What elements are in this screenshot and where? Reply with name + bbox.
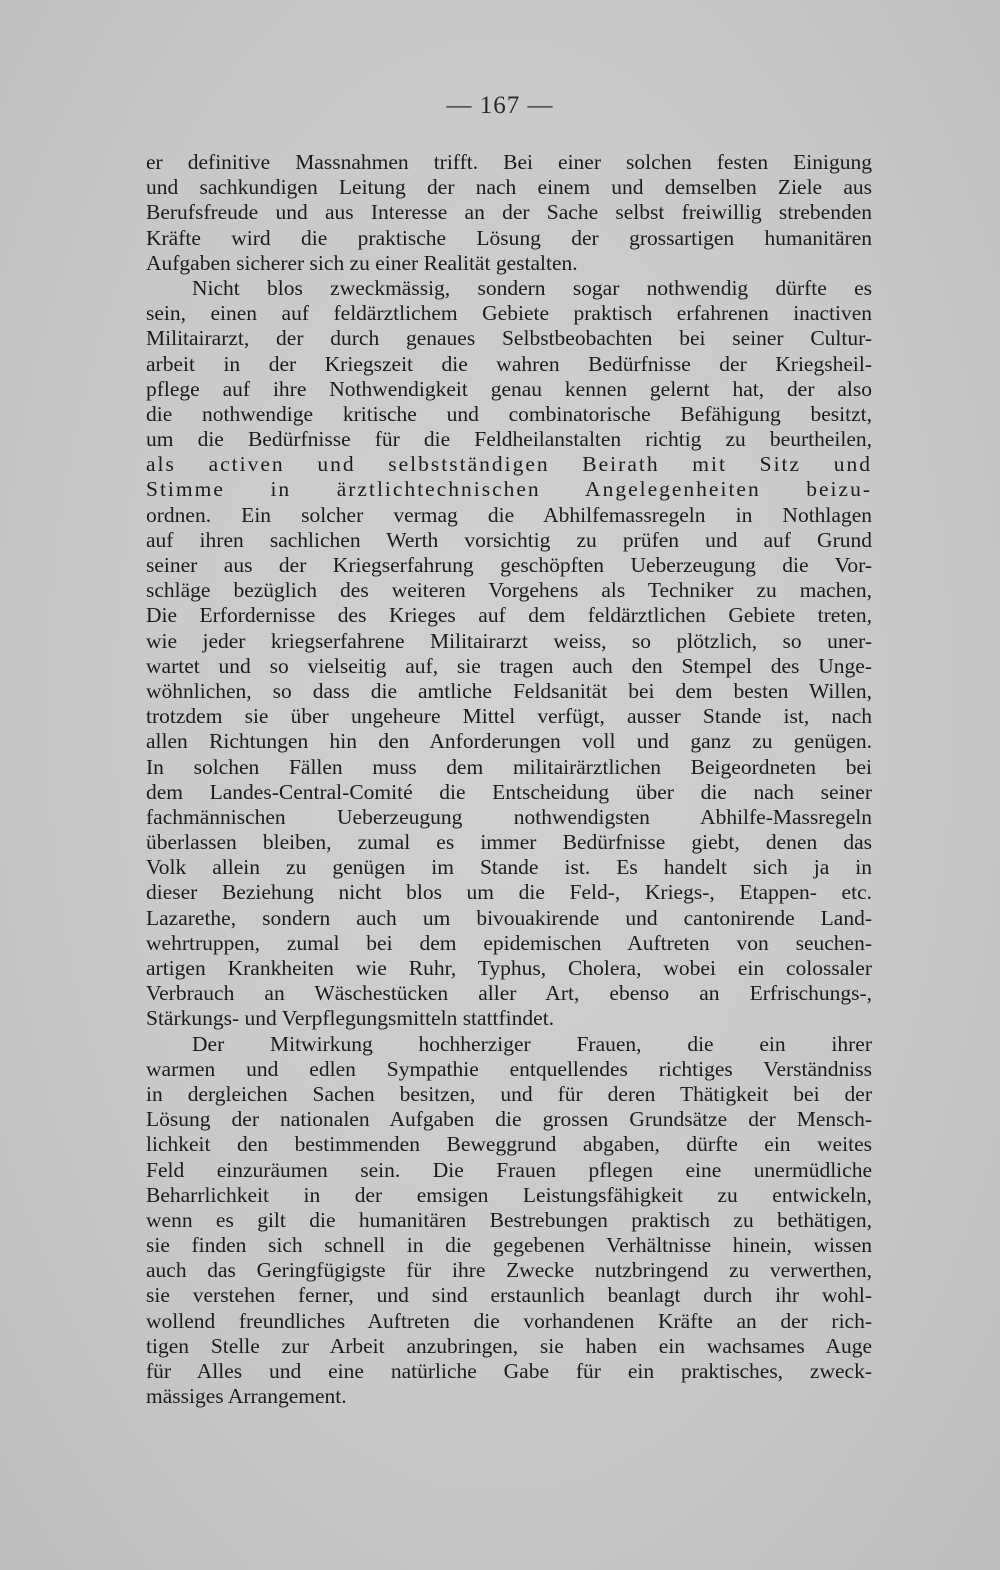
text-line: Die Erfordernisse des Krieges auf dem feldärztlichen Gebiete treten, <box>146 603 872 628</box>
text-line: sie finden sich schnell in die gegebenen Verhältnisse hinein, wissen <box>146 1233 872 1258</box>
text-line: sie verstehen ferner, und sind erstaunlich beanlagt durch ihr wohl- <box>146 1283 872 1308</box>
text-line: Der Mitwirkung hochherziger Frauen, die ein ihrer <box>192 1031 872 1056</box>
text-line: warmen und edlen Sympathie entquellendes richtiges Verständniss <box>146 1056 872 1081</box>
text-line: schläge bezüglich des weiteren Vorgehens als Techniker zu machen, <box>146 578 872 603</box>
text-line: tigen Stelle zur Arbeit anzubringen, sie haben ein wachsames Auge <box>146 1333 872 1358</box>
text-line: die nothwendige kritische und combinatorische Befähigung besitzt, <box>146 401 872 426</box>
text-line: Verbrauch an Wäschestücken aller Art, ebenso an Erfrischungs-, <box>146 981 872 1006</box>
text-line: Militairarzt, der durch genaues Selbstbeobachten bei seiner Cultur- <box>146 326 872 351</box>
text-line: wenn es gilt die humanitären Bestrebungen praktisch zu bethätigen, <box>146 1207 872 1232</box>
text-line: Nicht blos zweckmässig, sondern sogar nothwendig dürfte es <box>192 275 872 300</box>
text-line: ordnen. Ein solcher vermag die Abhilfemassregeln in Nothlagen <box>146 502 872 527</box>
text-line: dieser Beziehung nicht blos um die Feld-, Kriegs-, Etappen- etc. <box>146 880 872 905</box>
text-line: wehrtruppen, zumal bei dem epidemischen Auftreten von seuchen- <box>146 930 872 955</box>
text-line: sein, einen auf feldärztlichem Gebiete praktisch erfahrenen inactiven <box>146 301 872 326</box>
text-line: trotzdem sie über ungeheure Mittel verfügt, ausser Stande ist, nach <box>146 704 872 729</box>
text-line: als activen und selbstständigen Beirath mit Sitz und <box>146 452 872 477</box>
text-line: dem Landes-Central-Comité die Entscheidung über die nach seiner <box>146 779 872 804</box>
text-line: in dergleichen Sachen besitzen, und für deren Thätigkeit bei der <box>146 1081 872 1106</box>
text-line: Volk allein zu genügen im Stande ist. Es handelt sich ja in <box>146 855 872 880</box>
text-line: pflege auf ihre Nothwendigkeit genau kennen gelernt hat, der also <box>146 376 872 401</box>
text-line: arbeit in der Kriegszeit die wahren Bedürfnisse der Kriegsheil- <box>146 351 872 376</box>
text-line: er definitive Massnahmen trifft. Bei einer solchen festen Einigung <box>146 150 872 174</box>
text-line: wartet und so vielseitig auf, sie tragen auch den Stempel des Unge- <box>146 653 872 678</box>
text-line: wollend freundliches Auftreten die vorhandenen Kräfte an der rich- <box>146 1308 872 1333</box>
text-line: Beharrlichkeit in der emsigen Leistungsfähigkeit zu entwickeln, <box>146 1182 872 1207</box>
text-line: Lazarethe, sondern auch um bivouakirende und cantonirende Land- <box>146 905 872 930</box>
text-line: artigen Krankheiten wie Ruhr, Typhus, Cholera, wobei ein colossaler <box>146 956 872 980</box>
text-line: überlassen bleiben, zumal es immer Bedürfnisse giebt, denen das <box>146 830 872 855</box>
text-line: Aufgaben sicherer sich zu einer Realität gestalten. <box>146 250 578 275</box>
text-line: Stimme in ärztlichtechnischen Angelegenheiten beizu- <box>146 477 872 502</box>
text-line: wöhnlichen, so dass die amtliche Feldsanität bei dem besten Willen, <box>146 678 872 703</box>
text-line: um die Bedürfnisse für die Feldheilanstalten richtig zu beurtheilen, <box>146 427 872 452</box>
text-line: allen Richtungen hin den Anforderungen voll und ganz zu genügen. <box>146 729 872 754</box>
text-line: Kräfte wird die praktische Lösung der grossartigen humanitären <box>146 225 872 250</box>
text-line: auf ihren sachlichen Werth vorsichtig zu prüfen und auf Grund <box>146 527 872 552</box>
text-line: Lösung der nationalen Aufgaben die grossen Grundsätze der Mensch- <box>146 1107 872 1132</box>
text-line: Berufsfreude und aus Interesse an der Sache selbst freiwillig strebenden <box>146 200 872 225</box>
page-number: — 167 — <box>446 92 554 119</box>
text-line: auch das Geringfügigste für ihre Zwecke nutzbringend zu verwerthen, <box>146 1258 872 1283</box>
text-line: wie jeder kriegserfahrene Militairarzt weiss, so plötzlich, so uner- <box>146 628 872 653</box>
text-line: Stärkungs- und Verpflegungsmitteln stattfindet. <box>146 1006 555 1031</box>
text-line: In solchen Fällen muss dem militairärztlichen Beigeordneten bei <box>146 754 872 779</box>
text-line: für Alles und eine natürliche Gabe für ein praktisches, zweck- <box>146 1359 872 1383</box>
text-line: lichkeit den bestimmenden Beweggrund abgaben, dürfte ein weites <box>146 1132 872 1157</box>
text-line: seiner aus der Kriegserfahrung geschöpften Ueberzeugung die Vor- <box>146 553 872 577</box>
text-line: und sachkundigen Leitung der nach einem und demselben Ziele aus <box>146 175 872 200</box>
body-text <box>146 150 872 1409</box>
text-line: fachmännischen Ueberzeugung nothwendigsten Abhilfe-Massregeln <box>146 804 872 829</box>
text-line: mässiges Arrangement. <box>146 1384 347 1409</box>
text-line: Feld einzuräumen sein. Die Frauen pflegen eine unermüdliche <box>146 1157 872 1182</box>
